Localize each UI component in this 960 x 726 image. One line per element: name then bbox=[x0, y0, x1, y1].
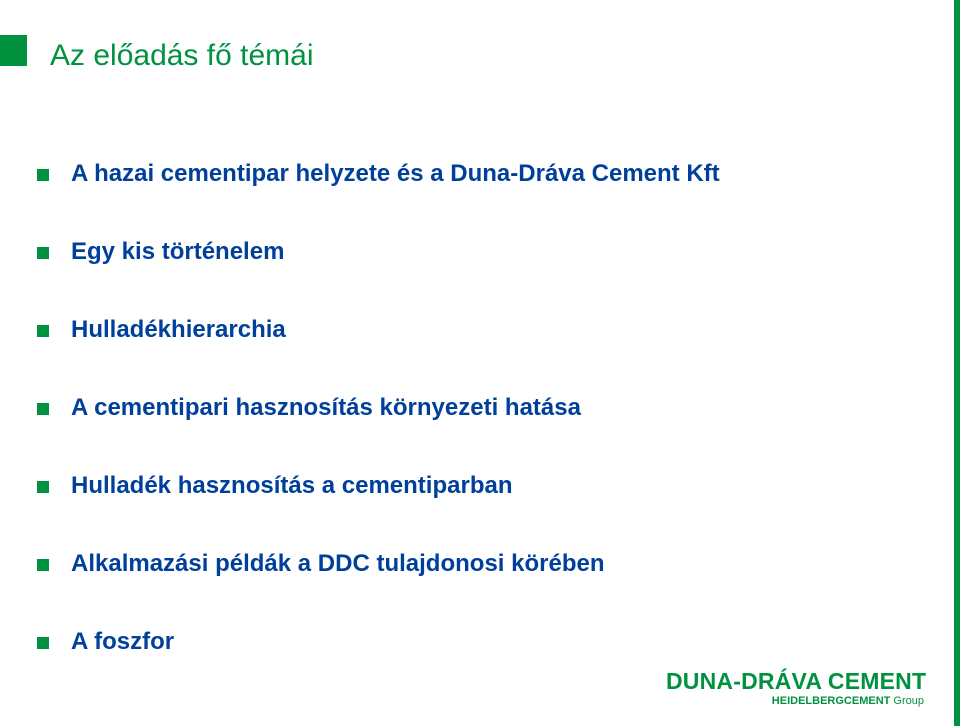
bullet-square-icon bbox=[37, 403, 49, 415]
bullet-item bbox=[0, 228, 940, 306]
bullet-item bbox=[0, 306, 940, 384]
logo-wordmark: DUNA-DRÁVA CEMENT bbox=[666, 668, 927, 694]
bullet-text: Hulladékhierarchia bbox=[71, 316, 286, 343]
bullet-item bbox=[0, 384, 940, 462]
logo-group-line bbox=[772, 694, 924, 708]
slide-title: Az előadás fő témái bbox=[50, 39, 314, 72]
bullet-list bbox=[0, 150, 940, 696]
right-accent-bar bbox=[954, 0, 960, 726]
bullet-item bbox=[0, 150, 940, 228]
bullet-item bbox=[0, 540, 940, 618]
bullet-square-icon bbox=[37, 637, 49, 649]
company-logo bbox=[666, 668, 930, 712]
bullet-text: A foszfor bbox=[71, 628, 175, 655]
bullet-text: Hulladék hasznosítás a cementiparban bbox=[71, 472, 513, 499]
corner-accent-square bbox=[0, 35, 27, 66]
bullet-text: Alkalmazási példák a DDC tulajdonosi körében bbox=[71, 550, 605, 577]
bullet-square-icon bbox=[37, 325, 49, 337]
bullet-text: Egy kis történelem bbox=[71, 238, 285, 265]
bullet-text: A hazai cementipar helyzete és a Duna-Dráva Cement Kft bbox=[71, 160, 720, 187]
bullet-square-icon bbox=[37, 247, 49, 259]
bullet-square-icon bbox=[37, 481, 49, 493]
logo-group-suffix: Group bbox=[890, 695, 924, 707]
bullet-square-icon bbox=[37, 169, 49, 181]
logo-group-name: HEIDELBERGCEMENT bbox=[771, 695, 891, 707]
bullet-square-icon bbox=[37, 559, 49, 571]
bullet-item bbox=[0, 462, 940, 540]
bullet-text: A cementipari hasznosítás környezeti hatása bbox=[71, 394, 581, 421]
